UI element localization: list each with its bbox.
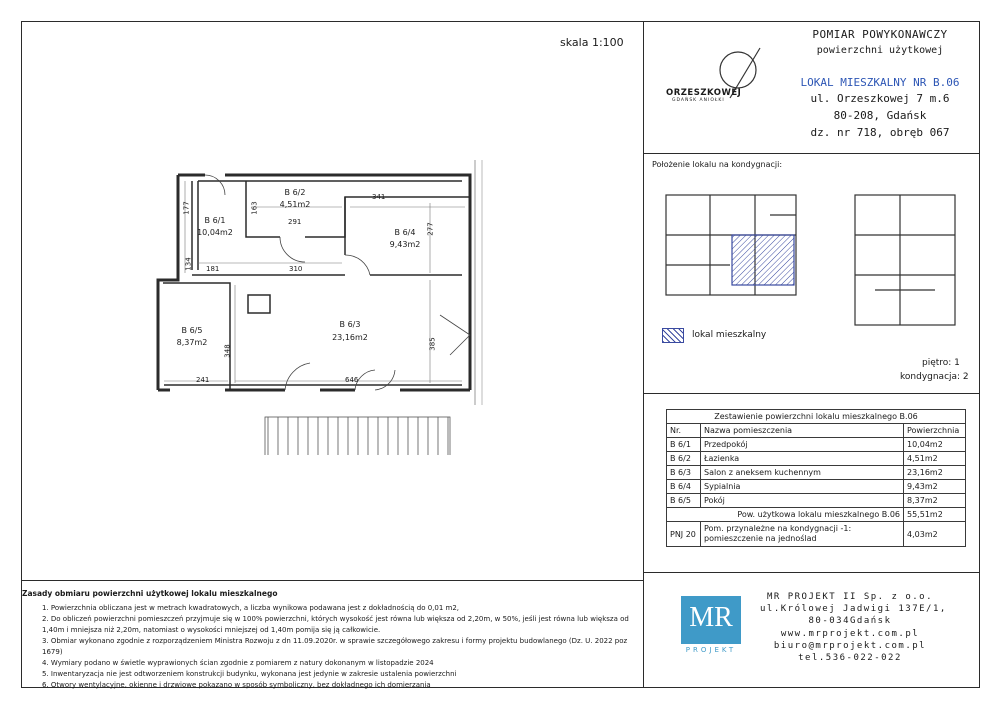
- rule-item: 1. Powierzchnia obliczana jest w metrach kwadratowych, a liczba wynikowa podawana jest z dokładnością do 0,01 m2,: [42, 604, 460, 612]
- row-nr: B 6/1: [667, 438, 701, 452]
- pnj-name-line1: Pom. przynależne na kondygnacji -1:: [704, 524, 852, 533]
- company-name: MR PROJEKT II Sp. z o.o.: [766, 592, 934, 602]
- brand-subtitle: GDAŃSK ANIOŁKI: [672, 98, 725, 103]
- row-nr: B 6/4: [667, 480, 701, 494]
- rules-heading: Zasady obmiaru powierzchni użytkowej lokalu mieszkalnego: [22, 589, 278, 598]
- rule-item: 5. Inwentaryzacja nie jest odtworzeniem konstrukcji budynku, wykonana jest jedynie w zakresie ustalenia powierzchni: [42, 670, 457, 678]
- title-line1: POMIAR POWYKONAWCZY: [812, 28, 948, 41]
- room-6-3-area: 23,16m2: [332, 333, 368, 342]
- dim-277: 277: [426, 222, 435, 236]
- row-nr: B 6/5: [667, 494, 701, 508]
- floor-plan: [130, 155, 500, 455]
- row-area: 10,04m2: [904, 438, 966, 452]
- location-heading: Położenie lokalu na kondygnacji:: [652, 160, 783, 169]
- dim-241: 241: [196, 376, 210, 384]
- table-row: [667, 452, 966, 466]
- scale-label: skala 1:100: [560, 36, 624, 49]
- summary-title: Zestawienie powierzchni lokalu mieszkalnego B.06: [667, 410, 966, 424]
- rule-item: 2. Do obliczeń powierzchni pomieszczeń przyjmuje się w 100% powierzchni, których wysokość jest równa lub większa od 2,20m, w 50%, jeśli jest równa lub większa od 1,40m i mniejsza niż 2,20m, natomiast o wysokości mniejszej od 1,40m pomija się ją całkowicie.: [42, 615, 629, 634]
- dim-177: 177: [182, 201, 191, 215]
- parcel-number: dz. nr 718, obręb 067: [810, 126, 950, 139]
- floor-label: piętro: 1: [922, 358, 960, 368]
- dim-348: 348: [223, 344, 232, 358]
- total-area: 55,51m2: [904, 508, 966, 522]
- orzeszkowej-logo: [660, 40, 770, 120]
- company-city: 80-034Gdańsk: [808, 616, 892, 626]
- dim-181: 181: [206, 265, 220, 273]
- row-area: 23,16m2: [904, 466, 966, 480]
- table-row: [667, 494, 966, 508]
- room-6-2-area: 4,51m2: [279, 200, 311, 209]
- company-phone: tel.536-022-022: [798, 653, 902, 663]
- table-row: [667, 480, 966, 494]
- col-area: Powierzchnia: [904, 424, 966, 438]
- rule-item: 3. Obmiar wykonano zgodnie z rozporządzeniem Ministra Rozwoju z dn 11.09.2020r. w sprawie szczegółowego zakresu i formy projektu budowlanego (Dz. U. 2022 poz 1679): [42, 637, 628, 656]
- rules-list: [28, 603, 642, 691]
- brand-name: ORZESZKOWEJ: [666, 88, 742, 98]
- mr-logo-subtitle: PROJEKT: [685, 646, 737, 654]
- table-row: [667, 438, 966, 452]
- room-6-1-id: B 6/1: [204, 216, 226, 225]
- row-nr: B 6/3: [667, 466, 701, 480]
- address-city: 80-208, Gdańsk: [833, 109, 927, 122]
- row-name: Sypialnia: [701, 480, 904, 494]
- dim-646: 646: [345, 376, 359, 384]
- legend-swatch: [662, 328, 684, 343]
- total-label: Pow. użytkowa lokalu mieszkalnego B.06: [667, 508, 904, 522]
- company-email[interactable]: biuro@mrprojekt.com.pl: [773, 641, 927, 651]
- key-plan-right: [845, 190, 965, 330]
- table-row: [667, 466, 966, 480]
- pnj-nr: PNJ 20: [667, 522, 701, 547]
- row-area: 9,43m2: [904, 480, 966, 494]
- title-line2: powierzchni użytkowej: [816, 45, 944, 56]
- room-6-4-area: 9,43m2: [389, 240, 421, 249]
- dim-163: 163: [250, 201, 259, 215]
- dim-385: 385: [428, 337, 437, 351]
- room-6-5-area: 8,37m2: [176, 338, 208, 347]
- dim-134: 134: [184, 257, 193, 271]
- room-6-2-id: B 6/2: [284, 188, 306, 197]
- pnj-name: [701, 522, 904, 547]
- row-area: 8,37m2: [904, 494, 966, 508]
- address-street: ul. Orzeszkowej 7 m.6: [810, 92, 950, 105]
- col-nr: Nr.: [667, 424, 701, 438]
- row-name: Łazienka: [701, 452, 904, 466]
- company-street: ul.Królowej Jadwigi 137E/1,: [760, 604, 947, 614]
- room-6-3-id: B 6/3: [339, 320, 361, 329]
- row-name: Salon z aneksem kuchennym: [701, 466, 904, 480]
- rule-item: 6. Otwory wentylacyjne, okienne i drzwiowe pokazano w sposób symboliczny, bez dokładnego ich domierzania: [42, 681, 431, 689]
- company-web[interactable]: www.mrprojekt.com.pl: [780, 629, 920, 639]
- row-nr: B 6/2: [667, 452, 701, 466]
- level-label: kondygnacja: 2: [900, 372, 969, 382]
- area-summary-table: [666, 409, 966, 547]
- rule-item: 4. Wymiary podano w świetle wyprawionych ścian zgodnie z pomiarem z natury dokonanym w listopadzie 2024: [42, 659, 434, 667]
- dim-341: 341: [372, 193, 386, 201]
- pnj-name-line2: pomieszczenie na jednoślad: [704, 534, 817, 543]
- col-name: Nazwa pomieszczenia: [701, 424, 904, 438]
- room-6-1-area: 10,04m2: [197, 228, 233, 237]
- row-area: 4,51m2: [904, 452, 966, 466]
- room-6-4-id: B 6/4: [394, 228, 416, 237]
- unit-title: LOKAL MIESZKALNY NR B.06: [800, 76, 960, 89]
- room-6-5-id: B 6/5: [181, 326, 203, 335]
- dim-291: 291: [288, 218, 302, 226]
- row-name: Przedpokój: [701, 438, 904, 452]
- legend-label: lokal mieszkalny: [692, 330, 767, 340]
- pnj-area: 4,03m2: [904, 522, 966, 547]
- key-plan-left: [660, 185, 810, 300]
- dim-310: 310: [289, 265, 303, 273]
- mr-logo-text: MR: [689, 602, 733, 633]
- row-name: Pokój: [701, 494, 904, 508]
